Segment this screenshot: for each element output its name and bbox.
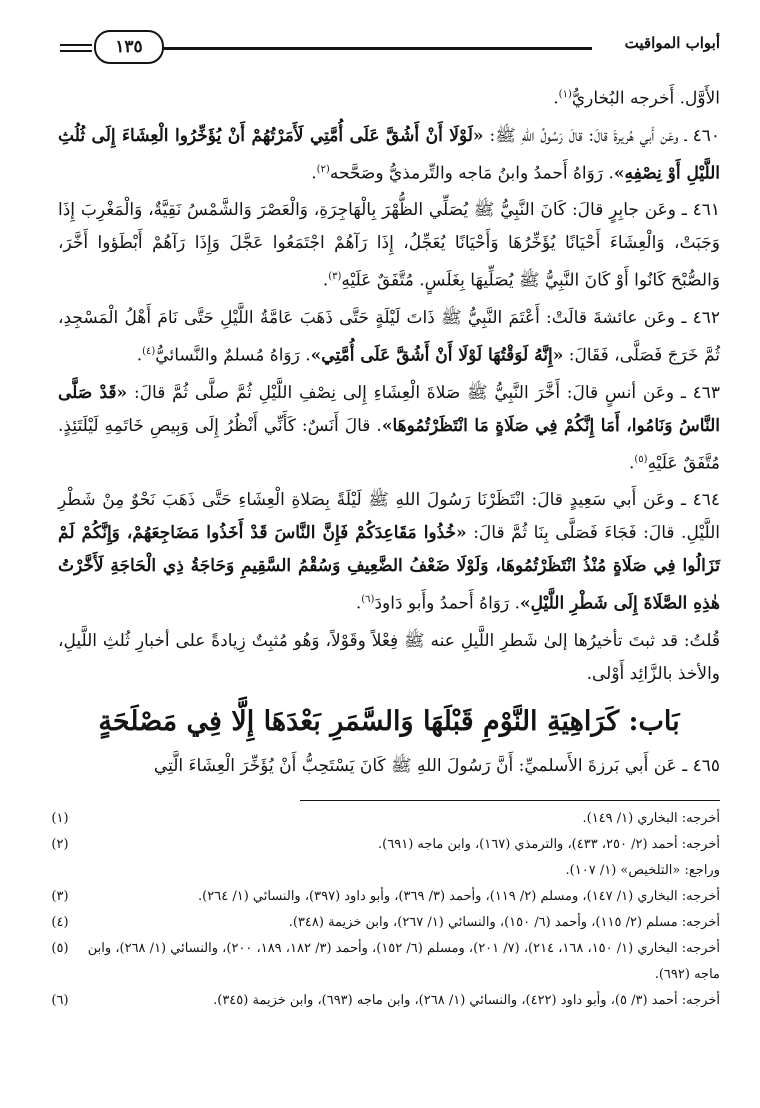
hadith-463 xyxy=(58,377,720,481)
footnote-ref: (١) xyxy=(558,89,572,100)
footnote-number-empty xyxy=(40,858,80,884)
text-segment: . رَوَاهُ أَحمدُ وأَبو دَاودَ xyxy=(374,593,521,614)
running-title: أبواب المواقيت xyxy=(624,34,720,52)
hadith-quote: «إِنَّهُ لَوَقْتُهَا لَوْلَا أَنْ أَشُقَّ عَلَى أُمَّتِي» xyxy=(310,345,564,366)
footnote-number: (٤) xyxy=(51,915,69,930)
footnote xyxy=(40,910,720,936)
text-segment: . رَوَاهُ مُسلمٌ والنَّسائيُّ xyxy=(155,345,311,366)
hadith-quote: «لَوْلَا أَنْ أَشُقَّ عَلَى أُمَّتِي لَأَمَرْتُهُمْ أَنْ يُؤَخِّرُوا الْعِشَاءَ إِلَى ثُلُثِ اللَّيْلِ أَوْ نِصْفِهِ» xyxy=(58,125,720,184)
footnote xyxy=(40,988,720,1014)
footnote-text: أخرجه: أحمد (٢/ ٢٥٠، ٤٣٣)، والترمذي (١٦٧)، وابن ماجه (٦٩١). xyxy=(378,837,720,852)
text-segment: ٤٦١ ـ وعَن جابِرٍ قالَ: كَانَ النَّبِيُّ ﷺ يُصَلِّي الظُّهْرَ بِالْهَاجِرَةِ، وَالْعَصْرَ وَالشَّمْسُ نَقِيَّةٌ، وَالْمَغْرِبَ إِذَا وَجَبَتْ، وَالْعِشَاءَ أَحْيَانًا يُؤَخِّرُهَا وَأَحْيَانًا يُعَجِّلُ، إِذَا رَآهُمْ اجْتَمَعُوا عَجَّلَ وَإِذَا رَآهُمْ أَبْطَؤوا أَخَّرَ، وَالصُّبْحَ كَانُوا أَوْ كَانَ النَّبِيُّ ﷺ يُصَلِّيهَا بِغَلَسٍ. مُتَّفَقٌ عَلَيْهِ xyxy=(58,200,720,291)
text-segment: . xyxy=(628,453,635,474)
footnote-ref: (٦) xyxy=(361,594,375,606)
footnote xyxy=(40,936,720,988)
footnote-ref: (٥) xyxy=(634,453,648,465)
text-segment: . قالَ أَنَسٌ: كَأَنِّي أَنْظُرُ إِلَى وَبِيصِ خَاتَمِهِ لَيْلَتَئِذٍ. مُتَّفَقٌ عَلَيْهِ xyxy=(58,415,720,474)
paragraph xyxy=(58,78,720,116)
footnote xyxy=(40,806,720,832)
author-comment xyxy=(58,625,720,691)
main-text xyxy=(58,78,720,695)
footnote-text: أخرجه: البخاري (١/ ١٤٧)، ومسلم (٢/ ١١٩)، وأحمد (٣/ ٣٦٩)، وأبو داود (٣٩٧)، والنسائي (١/ ٢٦٤). xyxy=(198,889,720,904)
page-header xyxy=(60,30,720,66)
header-rule-left-top xyxy=(60,44,92,46)
text-segment: . xyxy=(355,593,362,614)
hadith-460 xyxy=(58,120,720,191)
footnote-ref: (٣) xyxy=(328,271,342,283)
hadith-464 xyxy=(58,484,720,621)
footnote xyxy=(40,832,720,858)
text-segment: ٤٦٠ ـ وعَن أَبي هُريرةَ قالَ: قالَ رَسُولُ اللهِ ﷺ: xyxy=(483,125,721,146)
footnote-number: (٥) xyxy=(51,941,69,956)
hadith-465 xyxy=(58,750,720,787)
text-segment: ٤٦٣ ـ وعَن أنسٍ قالَ: أَخَّرَ النَّبِيُّ ﷺ صَلاةَ الْعِشَاءِ إِلى نِصْفِ اللَّيْلِ ثُمَّ صلَّى ثُمَّ قالَ: xyxy=(127,382,721,403)
hadith-461 xyxy=(58,194,720,298)
hadith-quote: «قَدْ صَلَّى النَّاسُ وَنَامُوا، أَمَا إِنَّكُمْ فِي صَلَاةٍ مَا انْتَظَرْتُمُوهَا» xyxy=(58,382,720,436)
text-segment: قُلتُ: قد ثبتَ تأخيرُها إلىٰ شَطرِ اللَّيلِ عنه ﷺ فِعْلاً وقَوْلاً، وَهُو مُثبِتٌ زِيادةً على أخبارِ ثُلثِ اللَّيلِ، والأخذ بالزَّائِد أَوْلى. xyxy=(58,630,720,684)
text-segment: . xyxy=(311,163,317,184)
text-segment: . xyxy=(322,270,329,291)
page-number: ١٣٥ xyxy=(94,30,164,64)
footnote xyxy=(40,884,720,910)
footnotes xyxy=(40,806,720,1014)
text-segment: ٤٦٢ ـ وعَن عائشةَ قالَتْ: أَعْتَمَ النَّبِيُّ ﷺ ذَاتَ لَيْلَةٍ حَتَّى ذَهَبَ عَامَّةُ اللَّيْلِ حَتَّى نَامَ أَهْلُ الْمَسْجِدِ، ثُمَّ خَرَجَ فَصَلَّى، فَقَالَ: xyxy=(58,307,720,366)
hadith-462 xyxy=(58,302,720,373)
footnote-number: (٣) xyxy=(51,889,69,904)
footnote-number: (٢) xyxy=(51,837,69,852)
footnote-number: (٦) xyxy=(51,993,69,1008)
header-rule xyxy=(164,47,592,50)
text-segment: . xyxy=(553,88,559,109)
footnote-text: وراجع: «التلخيص» (١/ ١٠٧). xyxy=(565,863,720,878)
footnote-separator xyxy=(300,800,720,801)
text-segment: . xyxy=(136,345,143,366)
hadith-quote: «خُذُوا مَقَاعِدَكُمْ فَإِنَّ النَّاسَ قَدْ أَخَذُوا مَضَاجِعَهُمْ، وَإِنَّكُمْ لَمْ تَزَالُوا فِي صَلَاةٍ مُنْذُ انْتَظَرْتُمُوهَا، وَلَوْلَا ضَعْفُ الضَّعِيفِ وَسُقْمُ السَّقِيمِ وَحَاجَةُ ذِي الْحَاجَةِ لَأَخَّرْتُ هٰذِهِ الصَّلَاةَ إِلَى شَطْرِ اللَّيْلِ» xyxy=(58,523,720,614)
hadith-465-text: ٤٦٥ ـ عَن أَبي بَرزةَ الأَسلميِّ: أَنَّ رَسُولَ اللهِ ﷺ كَانَ يَسْتَحِبُّ أَنْ يُؤَخِّرَ الْعِشَاءَ الَّتِي xyxy=(153,756,720,776)
footnote-continuation xyxy=(40,858,720,884)
text-segment: ٤٦٤ ـ وعَن أَبي سَعِيدٍ قالَ: انْتَظَرْنَا رَسُولَ اللهِ ﷺ لَيْلَةً بِصَلاةِ الْعِشَاءِ حَتَّى ذَهَبَ نَحْوٌ مِنْ شَطْرِ اللَّيْلِ. قالَ: فَجَاءَ فَصَلَّى بِنَا ثُمَّ قالَ: xyxy=(58,490,721,544)
footnote-text: أخرجه: البخاري (١/ ١٥٠، ١٦٨، ٢١٤)، (٧/ ٢٠١)، ومسلم (٦/ ١٥٢)، وأحمد (٣/ ١٨٢، ١٨٩، ٢٠٠)، والنسائي (١/ ٢٦٨)، وابن ماجه (٦٩٢). xyxy=(87,941,720,982)
footnote-number: (١) xyxy=(51,811,69,826)
footnote-text: أخرجه: مسلم (٢/ ١١٥)، وأحمد (٦/ ١٥٠)، والنسائي (١/ ٢٦٧)، وابن خزيمة (٣٤٨). xyxy=(288,915,720,930)
footnote-ref: (٢) xyxy=(316,163,330,175)
header-rule-left-bottom xyxy=(60,50,92,52)
footnote-text: أخرجه: أحمد (٣/ ٥)، وأبو داود (٤٢٢)، والنسائي (١/ ٢٦٨)، وابن ماجه (٦٩٣)، وابن خزيمة (٣٤٥). xyxy=(213,993,720,1008)
chapter-title: بَاب: كَرَاهِيَةِ النَّوْمِ قَبْلَهَا وَالسَّمَرِ بَعْدَهَا إِلَّا فِي مَصْلَحَةٍ xyxy=(98,706,680,737)
text-segment: الأَوَّل. أَخرجه البُخاريُّ xyxy=(571,88,720,109)
footnote-text: أخرجه: البخاري (١/ ١٤٩). xyxy=(582,811,720,826)
footnote-ref: (٤) xyxy=(142,345,156,357)
text-segment: . رَوَاهُ أَحمدُ وابنُ مَاجه والتِّرمذيُّ وصَحَّحه xyxy=(329,163,614,184)
